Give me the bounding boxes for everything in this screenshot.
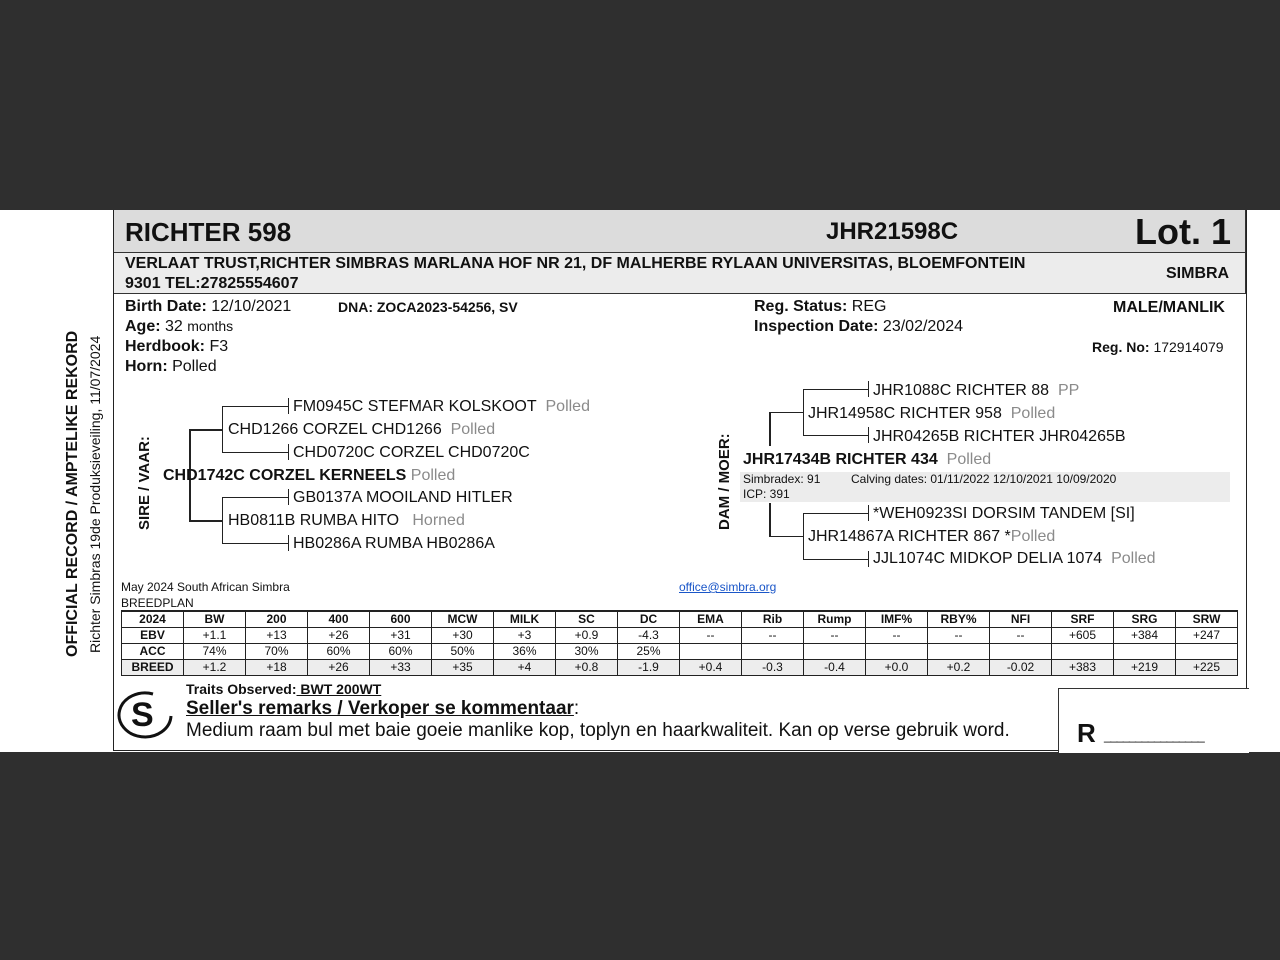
dam-tree-line — [769, 536, 803, 537]
acc-cell — [866, 644, 928, 660]
seller-remarks-heading: Seller's remarks / Verkoper se kommentaar: — [186, 698, 580, 719]
sale-name-label: Richter Simbras 19de Produksieveiling, 11/07/2024 — [87, 335, 103, 653]
ebv-cell: -4.3 — [618, 628, 680, 644]
acc-cell — [804, 644, 866, 660]
inspection-date: Inspection Date: 23/02/2024 — [754, 318, 963, 335]
acc-cell — [680, 644, 742, 660]
breed-avg-cell: +0.8 — [556, 660, 618, 676]
acc-cell — [990, 644, 1052, 660]
ebv-cell: -- — [742, 628, 804, 644]
acc-cell: 60% — [370, 644, 432, 660]
ebv-header-cell: NFI — [990, 611, 1052, 628]
breed-avg-cell: +383 — [1052, 660, 1114, 676]
acc-cell: 36% — [494, 644, 556, 660]
ebv-header-cell: 400 — [308, 611, 370, 628]
breed-avg-cell: -0.3 — [742, 660, 804, 676]
animal-id: JHR21598C — [826, 218, 959, 245]
sire-tree-line — [288, 398, 289, 414]
dam-label: DAM / MOER: — [716, 433, 733, 530]
breed-avg-cell: +0.0 — [866, 660, 928, 676]
dam-tree-line — [868, 505, 869, 521]
seller-remarks-text: Medium raam bul met baie goeie manlike kop, toplyn en haarkwaliteit. Kan op verse gebruik word. — [186, 720, 1010, 741]
ebv-header-cell: Rump — [804, 611, 866, 628]
sire-tree-line — [189, 520, 222, 522]
breed-avg-cell: +0.2 — [928, 660, 990, 676]
reg-status: Reg. Status: REG — [754, 298, 887, 315]
sire-tree-line — [222, 497, 223, 543]
sire-tree-line — [288, 489, 289, 505]
owner-address-line1: VERLAAT TRUST,RICHTER SIMBRAS MARLANA HOF NR 21, DF MALHERBE RYLAAN UNIVERSITAS, BLOEMFONTEIN — [125, 255, 1026, 272]
owner-address-line2: 9301 TEL:27825554607 — [125, 275, 299, 292]
ebv-header-cell: DC — [618, 611, 680, 628]
ebv-header-cell: Rib — [742, 611, 804, 628]
sex-label: MALE/MANLIK — [1113, 299, 1225, 316]
acc-row — [122, 644, 1238, 660]
ebv-header-cell: 200 — [246, 611, 308, 628]
ebv-header-cell: EMA — [680, 611, 742, 628]
ebv-header-cell: BW — [184, 611, 246, 628]
price-currency: R — [1077, 718, 1096, 748]
ebv-header-cell: MCW — [432, 611, 494, 628]
ebv-cell: +0.9 — [556, 628, 618, 644]
breed-avg-cell: +0.4 — [680, 660, 742, 676]
dam-tree-line — [868, 551, 869, 567]
sire-tree-line — [222, 406, 223, 452]
ebv-cell: +3 — [494, 628, 556, 644]
ebv-cell: -- — [804, 628, 866, 644]
dam-tree-line — [803, 435, 868, 436]
dam-tree-line — [803, 513, 868, 514]
breed-avg-cell: +35 — [432, 660, 494, 676]
breedplan-edition: May 2024 South African Simbra — [121, 580, 290, 594]
breed-label: SIMBRA — [1166, 265, 1230, 282]
dam-tree-line — [769, 412, 771, 446]
sire-tree-line — [222, 543, 288, 544]
acc-cell: 74% — [184, 644, 246, 660]
ebv-cell: -- — [680, 628, 742, 644]
dam-sire: JHR14958C RICHTER 958 Polled — [808, 405, 1056, 422]
dam-tree-line — [803, 389, 804, 435]
dam-sire-dam: JHR04265B RICHTER JHR04265B — [873, 428, 1126, 445]
breed-avg-cell: -0.02 — [990, 660, 1052, 676]
dam-tree-line — [803, 513, 804, 559]
sire-sire: CHD1266 CORZEL CHD1266 Polled — [228, 421, 496, 438]
ebv-cell: -- — [990, 628, 1052, 644]
sire-sire-sire: FM0945C STEFMAR KOLSKOOT Polled — [293, 398, 590, 415]
ebv-row — [122, 628, 1238, 644]
dam-tree-line — [769, 412, 803, 413]
calving-dates: Calving dates: 01/11/2022 12/10/2021 10/09/2020 — [851, 472, 1117, 486]
simbradex: Simbradex: 91 — [743, 472, 821, 486]
ebv-cell: +13 — [246, 628, 308, 644]
sire-tree-line — [288, 535, 289, 551]
sire-dam-dam: HB0286A RUMBA HB0286A — [293, 535, 495, 552]
sire-tree-line — [222, 497, 288, 498]
dam-dam: JHR14867A RICHTER 867 *Polled — [808, 528, 1056, 545]
dna-info: DNA: ZOCA2023-54256, SV — [338, 299, 518, 315]
dam-tree-line — [868, 381, 869, 397]
animal-name: RICHTER 598 — [125, 217, 292, 247]
icp: ICP: 391 — [743, 487, 790, 501]
sire: CHD1742C CORZEL KERNEELS Polled — [163, 467, 456, 484]
dam-sire-sire: JHR1088C RICHTER 88 PP — [873, 382, 1080, 399]
breed-avg-row — [122, 660, 1238, 676]
dam-tree-line — [803, 559, 868, 560]
breed-avg-cell: -1.9 — [618, 660, 680, 676]
ebv-header-cell: RBY% — [928, 611, 990, 628]
dam-tree-line — [803, 389, 868, 390]
acc-cell: 25% — [618, 644, 680, 660]
sire-dam: HB0811B RUMBA HITO Horned — [228, 512, 465, 529]
official-record-label: OFFICIAL RECORD / AMPTELIKE REKORD — [64, 330, 81, 657]
breed-avg-cell: +4 — [494, 660, 556, 676]
sire-tree-line — [222, 452, 288, 453]
ebv-cell: +26 — [308, 628, 370, 644]
breed-avg-cell: +26 — [308, 660, 370, 676]
lot-record-sheet — [0, 210, 1280, 752]
sire-sire-dam: CHD0720C CORZEL CHD0720C — [293, 444, 530, 461]
ebv-cell: -- — [928, 628, 990, 644]
ebv-header-cell: SC — [556, 611, 618, 628]
price-blank-line[interactable]: ________________ — [1104, 728, 1204, 743]
ebv-cell: +384 — [1114, 628, 1176, 644]
reg-number: Reg. No: 172914079 — [1092, 339, 1224, 355]
ebv-cell: +247 — [1176, 628, 1238, 644]
office-email-link[interactable]: office@simbra.org — [679, 580, 777, 594]
acc-cell — [1114, 644, 1176, 660]
horn-status: Horn: Polled — [125, 358, 217, 375]
herdbook: Herdbook: F3 — [125, 338, 229, 355]
breed-avg-cell: +219 — [1114, 660, 1176, 676]
breed-avg-cell: +18 — [246, 660, 308, 676]
ebv-cell: +1.1 — [184, 628, 246, 644]
breed-avg-cell: BREED — [122, 660, 184, 676]
ebv-header-cell: 600 — [370, 611, 432, 628]
breed-avg-cell: -0.4 — [804, 660, 866, 676]
ebv-header-cell: SRG — [1114, 611, 1176, 628]
age: Age: 32 months — [125, 318, 234, 335]
ebv-header-cell: MILK — [494, 611, 556, 628]
ebv-cell: +31 — [370, 628, 432, 644]
ebv-table — [121, 610, 1238, 676]
ebv-cell: -- — [866, 628, 928, 644]
sire-dam-sire: GB0137A MOOILAND HITLER — [293, 489, 513, 506]
dam: JHR17434B RICHTER 434 Polled — [743, 451, 992, 468]
simbra-logo-icon — [113, 686, 175, 742]
dam-tree-line — [868, 427, 869, 443]
acc-cell: 70% — [246, 644, 308, 660]
dam-dam-sire: *WEH0923SI DORSIM TANDEM [SI] — [873, 505, 1135, 522]
ebv-header-cell: 2024 — [122, 611, 184, 628]
acc-cell: 30% — [556, 644, 618, 660]
sire-tree-line — [288, 444, 289, 460]
acc-cell — [1052, 644, 1114, 660]
logo-letter: S — [131, 696, 154, 734]
ebv-header-cell: IMF% — [866, 611, 928, 628]
acc-cell — [742, 644, 804, 660]
birth-date: Birth Date: 12/10/2021 — [125, 298, 292, 315]
sire-tree-line — [222, 406, 288, 407]
ebv-cell: +30 — [432, 628, 494, 644]
sire-tree-line — [189, 429, 222, 431]
lot-number: Lot. 1 — [1135, 211, 1231, 252]
ebv-header-row — [122, 611, 1238, 628]
ebv-header-cell: SRF — [1052, 611, 1114, 628]
dam-tree-line — [769, 503, 771, 537]
breedplan-label: BREEDPLAN — [121, 596, 194, 610]
ebv-cell: EBV — [122, 628, 184, 644]
breed-avg-cell: +33 — [370, 660, 432, 676]
dam-dam-dam: JJL1074C MIDKOP DELIA 1074 Polled — [873, 550, 1156, 567]
ebv-header-cell: SRW — [1176, 611, 1238, 628]
acc-cell: ACC — [122, 644, 184, 660]
acc-cell: 60% — [308, 644, 370, 660]
sire-label: SIRE / VAAR: — [136, 436, 153, 530]
breed-avg-cell: +1.2 — [184, 660, 246, 676]
acc-cell: 50% — [432, 644, 494, 660]
traits-observed: Traits Observed: BWT 200WT — [186, 681, 382, 697]
breed-avg-cell: +225 — [1176, 660, 1238, 676]
acc-cell — [928, 644, 990, 660]
ebv-cell: +605 — [1052, 628, 1114, 644]
acc-cell — [1176, 644, 1238, 660]
